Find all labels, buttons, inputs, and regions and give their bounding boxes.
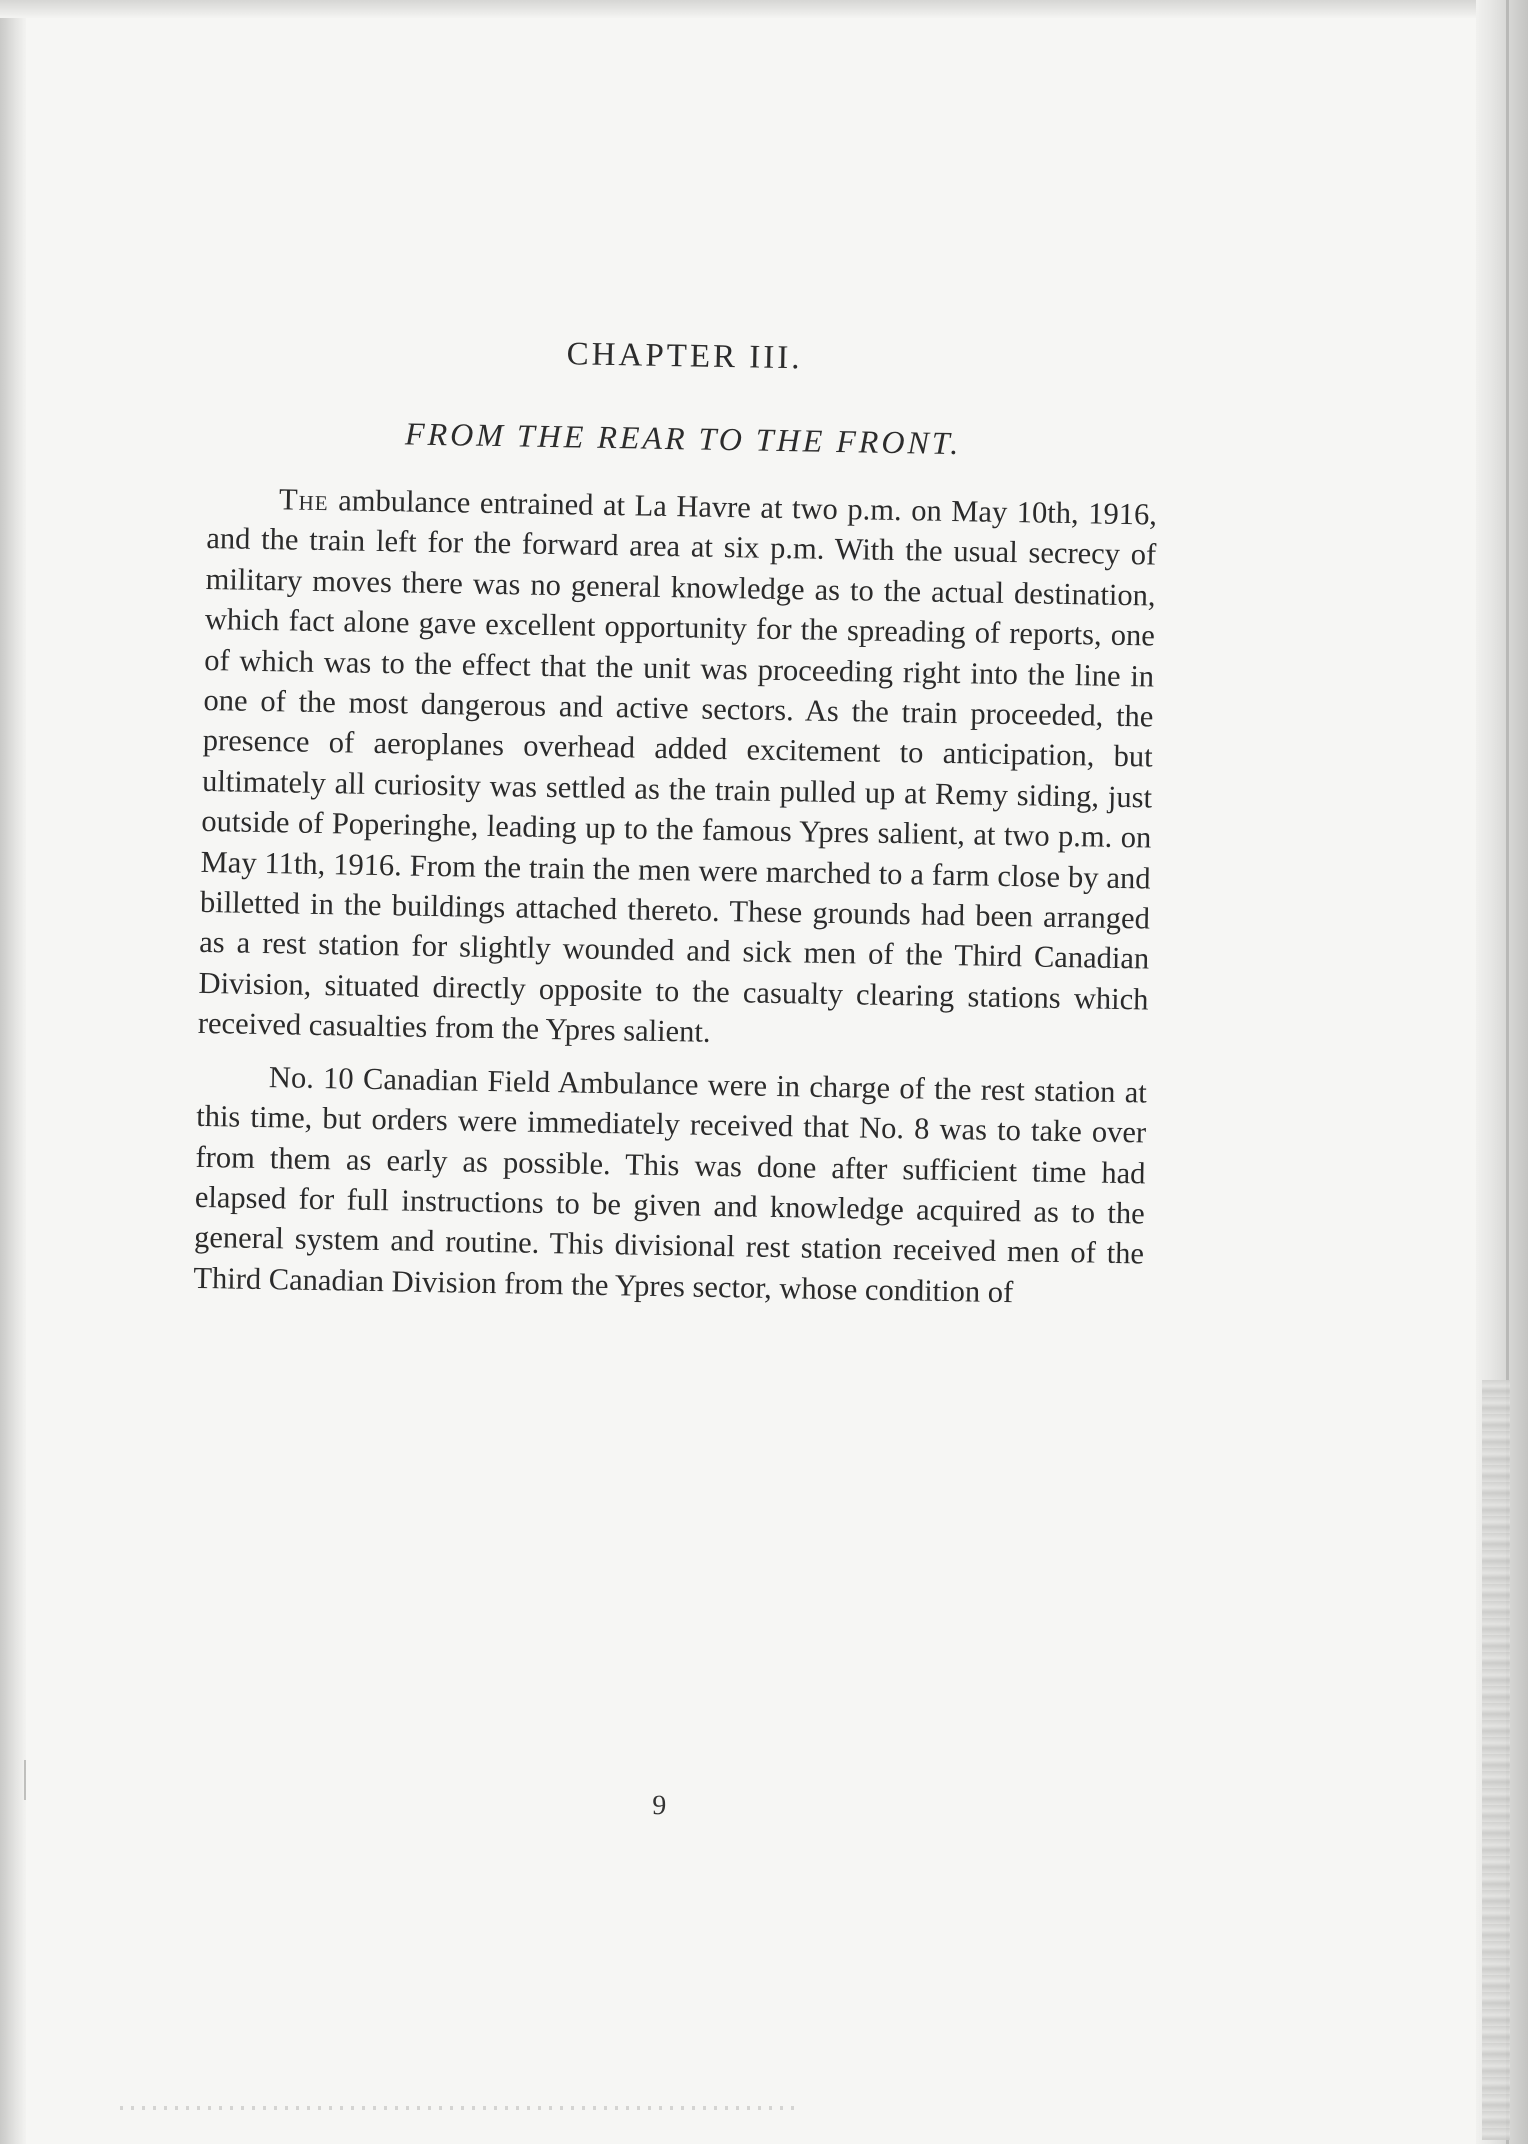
chapter-heading: CHAPTER III. xyxy=(566,336,803,377)
binding-gutter xyxy=(0,0,26,2144)
paragraph-text: No. 10 Canadian Field Ambulance were in charge of the rest station at this time, but orders were immediately received that No. 8 was to take over from them as early as possible. This was done after sufficient time had elapsed for full instructions to be given and knowledge acquired as to the general system and routine. This divisional rest station received men of the Third Canadian Division from the Ypres sector, whose condition of xyxy=(193,1059,1148,1309)
page-body xyxy=(184,330,1160,1826)
paragraph-lead-word: The xyxy=(278,482,329,518)
page-number: 9 xyxy=(652,1789,667,1822)
bottom-dust-specks xyxy=(120,2106,800,2110)
paragraph-text: ambulance entrained at La Havre at two p.m. on May 10th, 1916, and the train left for the forward area at six p.m. With the usual secrecy of military moves there was no general knowledge as to the actual destination, which fact alone gave excellent opportunity for the spreading of reports, one of which was to the effect that the unit was proceeding right into the line in one of the most dangerous and active sectors. As the train proceeded, the presence of aeroplanes overhead added excitement to anticipation, but ultimately all curiosity was settled as the train pulled up at Remy siding, just outside of Poperinghe, leading up to the famous Ypres salient, at two p.m. on May 11th, 1916. From the train the men were marched to a farm close by and billetted in the buildings attached thereto. These grounds had been arranged as a rest station for slightly wounded and sick men of the Third Canadian Division, situated directly opposite to the casualty clearing stations which received casualties from the Ypres salient. xyxy=(197,483,1158,1050)
chapter-title: FROM THE REAR TO THE FRONT. xyxy=(404,415,962,462)
page-stack-edges xyxy=(1482,1380,1510,2140)
paragraph-2 xyxy=(193,1056,1147,1315)
left-margin-mark xyxy=(24,1760,26,1800)
paragraph-1 xyxy=(198,478,1158,1060)
body-text xyxy=(193,478,1157,1327)
top-edge-shadow xyxy=(0,0,1528,18)
